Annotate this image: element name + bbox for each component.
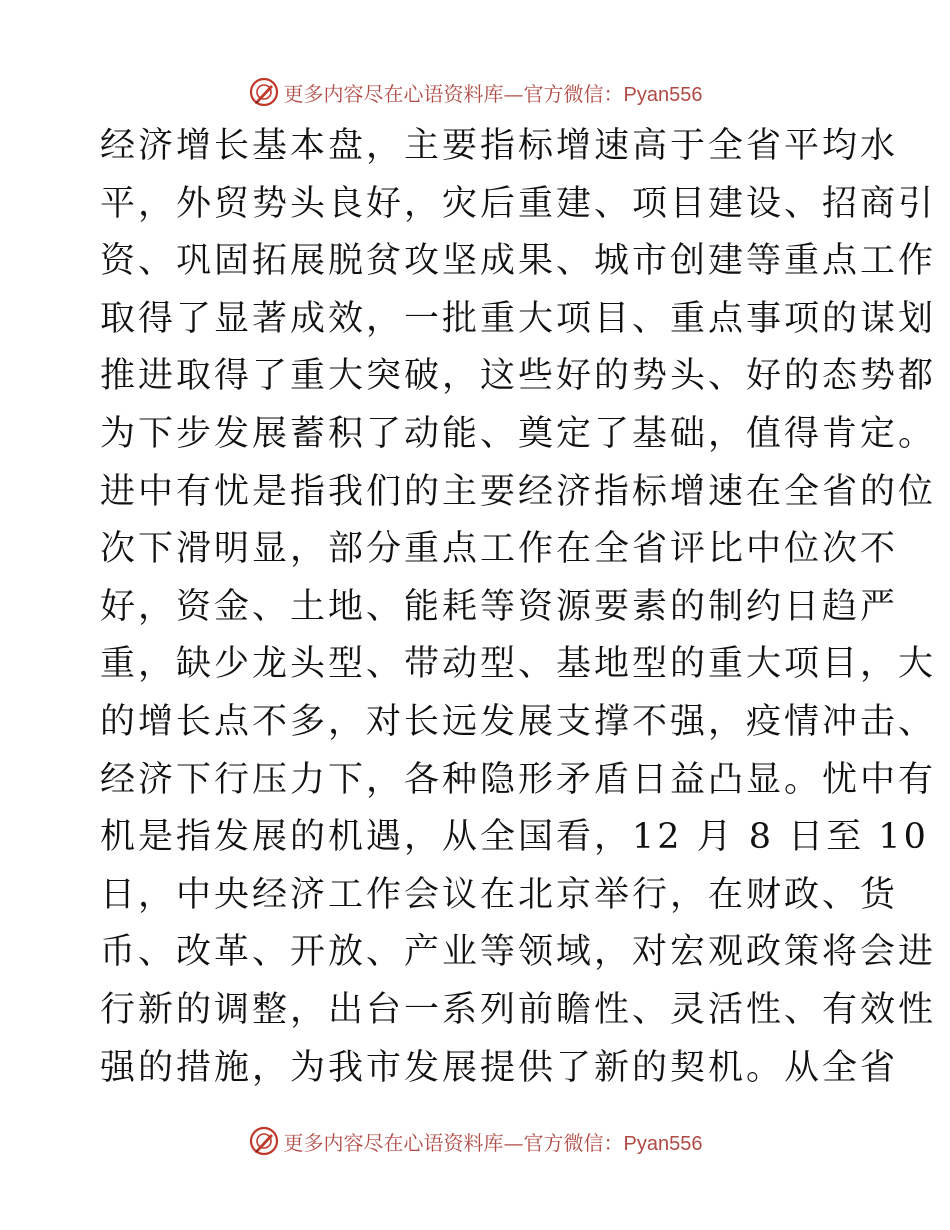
body-line: 资、巩固拓展脱贫攻坚成果、城市创建等重点工作 xyxy=(100,241,937,282)
body-line: 行新的调整，出台一系列前瞻性、灵活性、有效性 xyxy=(100,989,937,1030)
pen-logo-icon xyxy=(248,1125,280,1157)
body-line: 平，外贸势头良好，灾后重建、项目建设、招商引 xyxy=(100,183,937,224)
body-line: 的增长点不多，对长远发展支撑不强，疫情冲击、 xyxy=(100,701,937,742)
body-line: 经济下行压力下，各种隐形矛盾日益凸显。忧中有 xyxy=(100,759,937,800)
footer-banner xyxy=(0,1121,950,1161)
body-line: 重，缺少龙头型、带动型、基地型的重大项目，大 xyxy=(100,644,937,685)
body-line: 机是指发展的机遇，从全国看，12 月 8 日至 10 xyxy=(100,817,929,858)
header-banner xyxy=(0,72,950,112)
body-line: 次下滑明显，部分重点工作在全省评比中位次不 xyxy=(100,529,899,570)
body-line: 经济增长基本盘，主要指标增速高于全省平均水 xyxy=(100,126,899,166)
body-line: 取得了显著成效，一批重大项目、重点事项的谋划 xyxy=(100,298,937,339)
header-banner-text: 更多内容尽在心语资料库—官方微信：Pyan556 xyxy=(283,81,703,106)
footer-banner-text: 更多内容尽在心语资料库—官方微信：Pyan556 xyxy=(283,1130,703,1155)
body-line: 日，中央经济工作会议在北京举行，在财政、货 xyxy=(100,874,899,915)
body-line: 强的措施，为我市发展提供了新的契机。从全省 xyxy=(100,1047,899,1088)
body-line: 币、改革、开放、产业等领域，对宏观政策将会进 xyxy=(100,932,937,973)
body-line: 好，资金、土地、能耗等资源要素的制约日趋严 xyxy=(100,586,899,627)
document-body xyxy=(100,118,937,1097)
body-line: 推进取得了重大突破，这些好的势头、好的态势都 xyxy=(100,356,937,397)
body-line: 进中有忧是指我们的主要经济指标增速在全省的位 xyxy=(100,471,937,512)
body-line: 为下步发展蓄积了动能、奠定了基础，值得肯定。 xyxy=(100,413,937,454)
pen-logo-icon xyxy=(248,76,280,108)
